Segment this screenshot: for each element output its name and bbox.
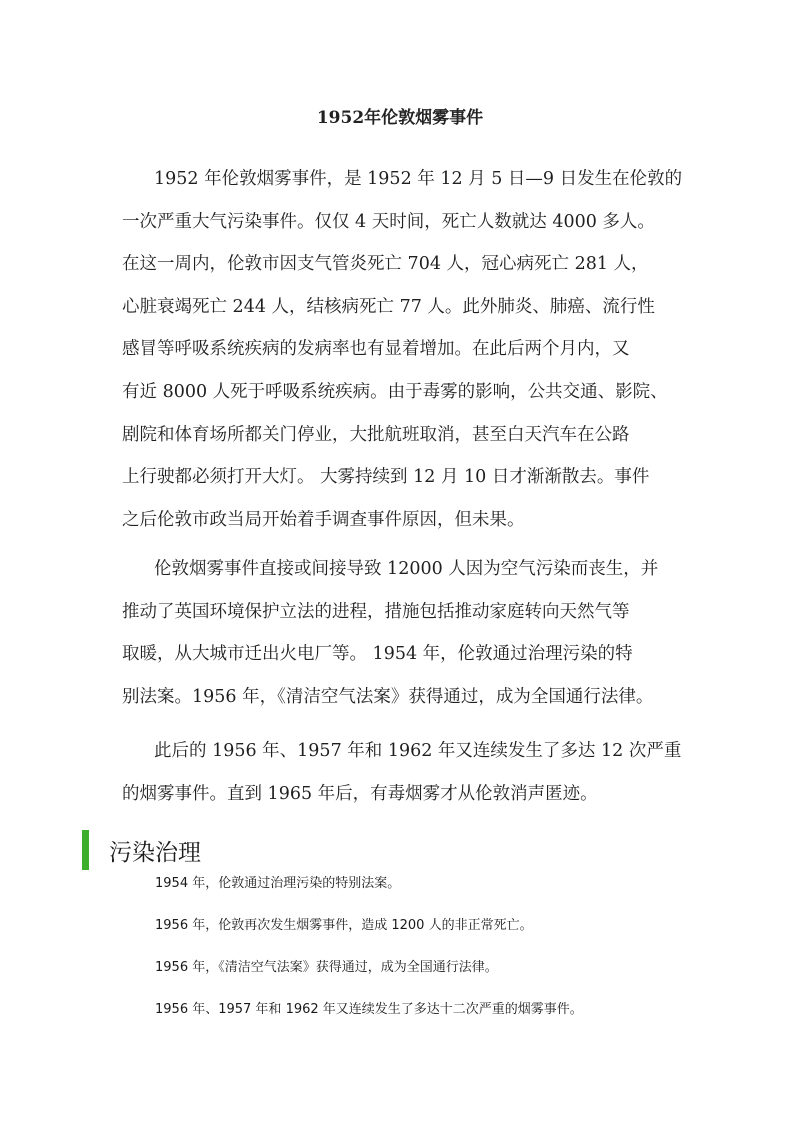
list-item: 1954 年，伦敦通过治理污染的特别法案。 bbox=[155, 876, 401, 891]
paragraph-event-summary bbox=[122, 158, 682, 541]
list-item: 1956 年，《清洁空气法案》获得通过，成为全国通行法律。 bbox=[155, 960, 498, 975]
paragraph-line: 的烟雾事件。直到 1965 年后，有毒烟雾才从伦敦消声匿迹。 bbox=[122, 783, 598, 804]
paragraph-line: 上行驶都必须打开大灯。 大雾持续到 12 月 10 日才渐渐散去。事件 bbox=[122, 467, 650, 488]
list-item: 1956 年、1957 年和 1962 年又连续发生了多达十二次严重的烟雾事件。 bbox=[155, 1002, 583, 1017]
paragraph-line: 1952 年伦敦烟雾事件，是 1952 年 12 月 5 日—9 日发生在伦敦的 bbox=[154, 169, 683, 189]
paragraph-line: 有近 8000 人死于呼吸系统疾病。由于毒雾的影响，公共交通、影院、 bbox=[122, 381, 668, 402]
paragraph-line: 一次严重大气污染事件。仅仅 4 天时间，死亡人数就达 4000 多人。 bbox=[122, 211, 655, 232]
paragraph-later-events bbox=[122, 730, 682, 815]
paragraph-legislation bbox=[122, 548, 682, 718]
paragraph-line: 此后的 1956 年、1957 年和 1962 年又连续发生了多达 12 次严重 bbox=[154, 741, 682, 761]
list-item: 1956 年，伦敦再次发生烟雾事件，造成 1200 人的非正常死亡。 bbox=[155, 918, 533, 933]
section-accent-bar bbox=[82, 830, 89, 870]
paragraph-line: 伦敦烟雾事件直接或间接导致 12000 人因为空气污染而丧生，并 bbox=[154, 559, 659, 579]
paragraph-line: 心脏衰竭死亡 244 人，结核病死亡 77 人。此外肺炎、肺癌、流行性 bbox=[122, 296, 655, 317]
paragraph-line: 推动了英国环境保护立法的进程，措施包括推动家庭转向天然气等 bbox=[122, 601, 630, 622]
paragraph-line: 在这一周内，伦敦市因支气管炎死亡 704 人，冠心病死亡 281 人， bbox=[122, 254, 649, 275]
paragraph-line: 感冒等呼吸系统疾病的发病率也有显着增加。在此后两个月内，又 bbox=[122, 339, 630, 360]
paragraph-line: 别法案。1956 年，《清洁空气法案》获得通过，成为全国通行法律。 bbox=[122, 686, 654, 707]
paragraph-line: 剧院和体育场所都关门停业，大批航班取消，甚至白天汽车在公路 bbox=[122, 424, 630, 445]
document-title: 1952年伦敦烟雾事件 bbox=[316, 108, 484, 128]
paragraph-line: 之后伦敦市政当局开始着手调查事件原因，但未果。 bbox=[122, 509, 525, 530]
paragraph-line: 取暖，从大城市迁出火电厂等。 1954 年，伦敦通过治理污染的特 bbox=[122, 644, 633, 665]
governance-list bbox=[155, 870, 583, 1038]
section-heading bbox=[82, 830, 201, 870]
section-title: 污染治理 bbox=[109, 839, 201, 866]
